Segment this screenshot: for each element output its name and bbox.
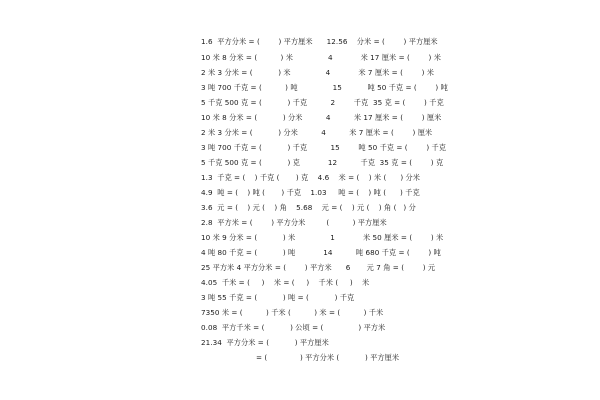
exercise-line: 3 吨 700 千克 = ( ) 吨 15 吨 50 千克 = ( ) 吨 bbox=[201, 83, 448, 92]
exercise-line: 2 米 3 分米 = ( ) 分米 4 米 7 厘米 = ( ) 厘米 bbox=[201, 128, 433, 137]
exercise-line: 2 米 3 分米 = ( ) 米 4 米 7 厘米 = ( ) 米 bbox=[201, 68, 435, 77]
exercise-line: 7350 米 = ( ) 千米 ( ) 米 = ( ) 千米 bbox=[201, 308, 384, 317]
exercise-line: 4.9 吨 = ( ) 吨 ( ) 千克 1.03 吨 = ( ) 吨 ( ) 千克 bbox=[201, 188, 420, 197]
exercise-line: 1.3 千克 = ( ) 千克 ( ) 克 4.6 米 = ( ) 米 ( ) 分米 bbox=[201, 173, 420, 182]
exercise-line: 5 千克 500 克 = ( ) 克 12 千克 35 克 = ( ) 克 bbox=[201, 158, 444, 167]
exercise-line: 4 吨 80 千克 = ( ) 吨 14 吨 680 千克 = ( ) 吨 bbox=[201, 248, 441, 257]
exercise-line: 10 米 9 分米 = ( ) 米 1 米 50 厘米 = ( ) 米 bbox=[201, 233, 444, 242]
exercise-line: 3 吨 700 千克 = ( ) 千克 15 吨 50 千克 = ( ) 千克 bbox=[201, 143, 446, 152]
exercise-line: 3 吨 55 千克 = ( ) 吨 = ( ) 千克 bbox=[201, 293, 355, 302]
exercise-line: 21.34 平方分米 = ( ) 平方厘米 bbox=[201, 338, 329, 347]
exercise-line: 2.8 平方米 = ( ) 平方分米 ( ) 平方厘米 bbox=[201, 218, 387, 227]
exercise-line: 10 米 8 分米 = ( ) 米 4 米 17 厘米 = ( ) 米 bbox=[201, 53, 441, 62]
exercise-line: 1.6 平方分米 = ( ) 平方厘米 12.56 分米 = ( ) 平方厘米 bbox=[201, 37, 438, 46]
exercise-line: 4.05 千米 = ( ) 米 = ( ) 千米 ( ) 米 bbox=[201, 278, 370, 287]
exercise-line: 0.08 平方千米 = ( ) 公顷 = ( ) 平方米 bbox=[201, 323, 386, 332]
exercise-line: 5 千克 500 克 = ( ) 千克 2 千克 35 克 = ( ) 千克 bbox=[201, 98, 444, 107]
exercise-line: 10 米 8 分米 = ( ) 分米 4 米 17 厘米 = ( ) 厘米 bbox=[201, 113, 442, 122]
exercise-line: 25 平方米 4 平方分米 = ( ) 平方米 6 元 7 角 = ( ) 元 bbox=[201, 263, 436, 272]
exercise-line: 3.6 元 = ( ) 元 ( ) 角 5.68 元 = ( ) 元 ( ) 角 ( ) 分 bbox=[201, 203, 416, 212]
exercise-line: = ( ) 平方分米 ( ) 平方厘米 bbox=[256, 353, 400, 362]
